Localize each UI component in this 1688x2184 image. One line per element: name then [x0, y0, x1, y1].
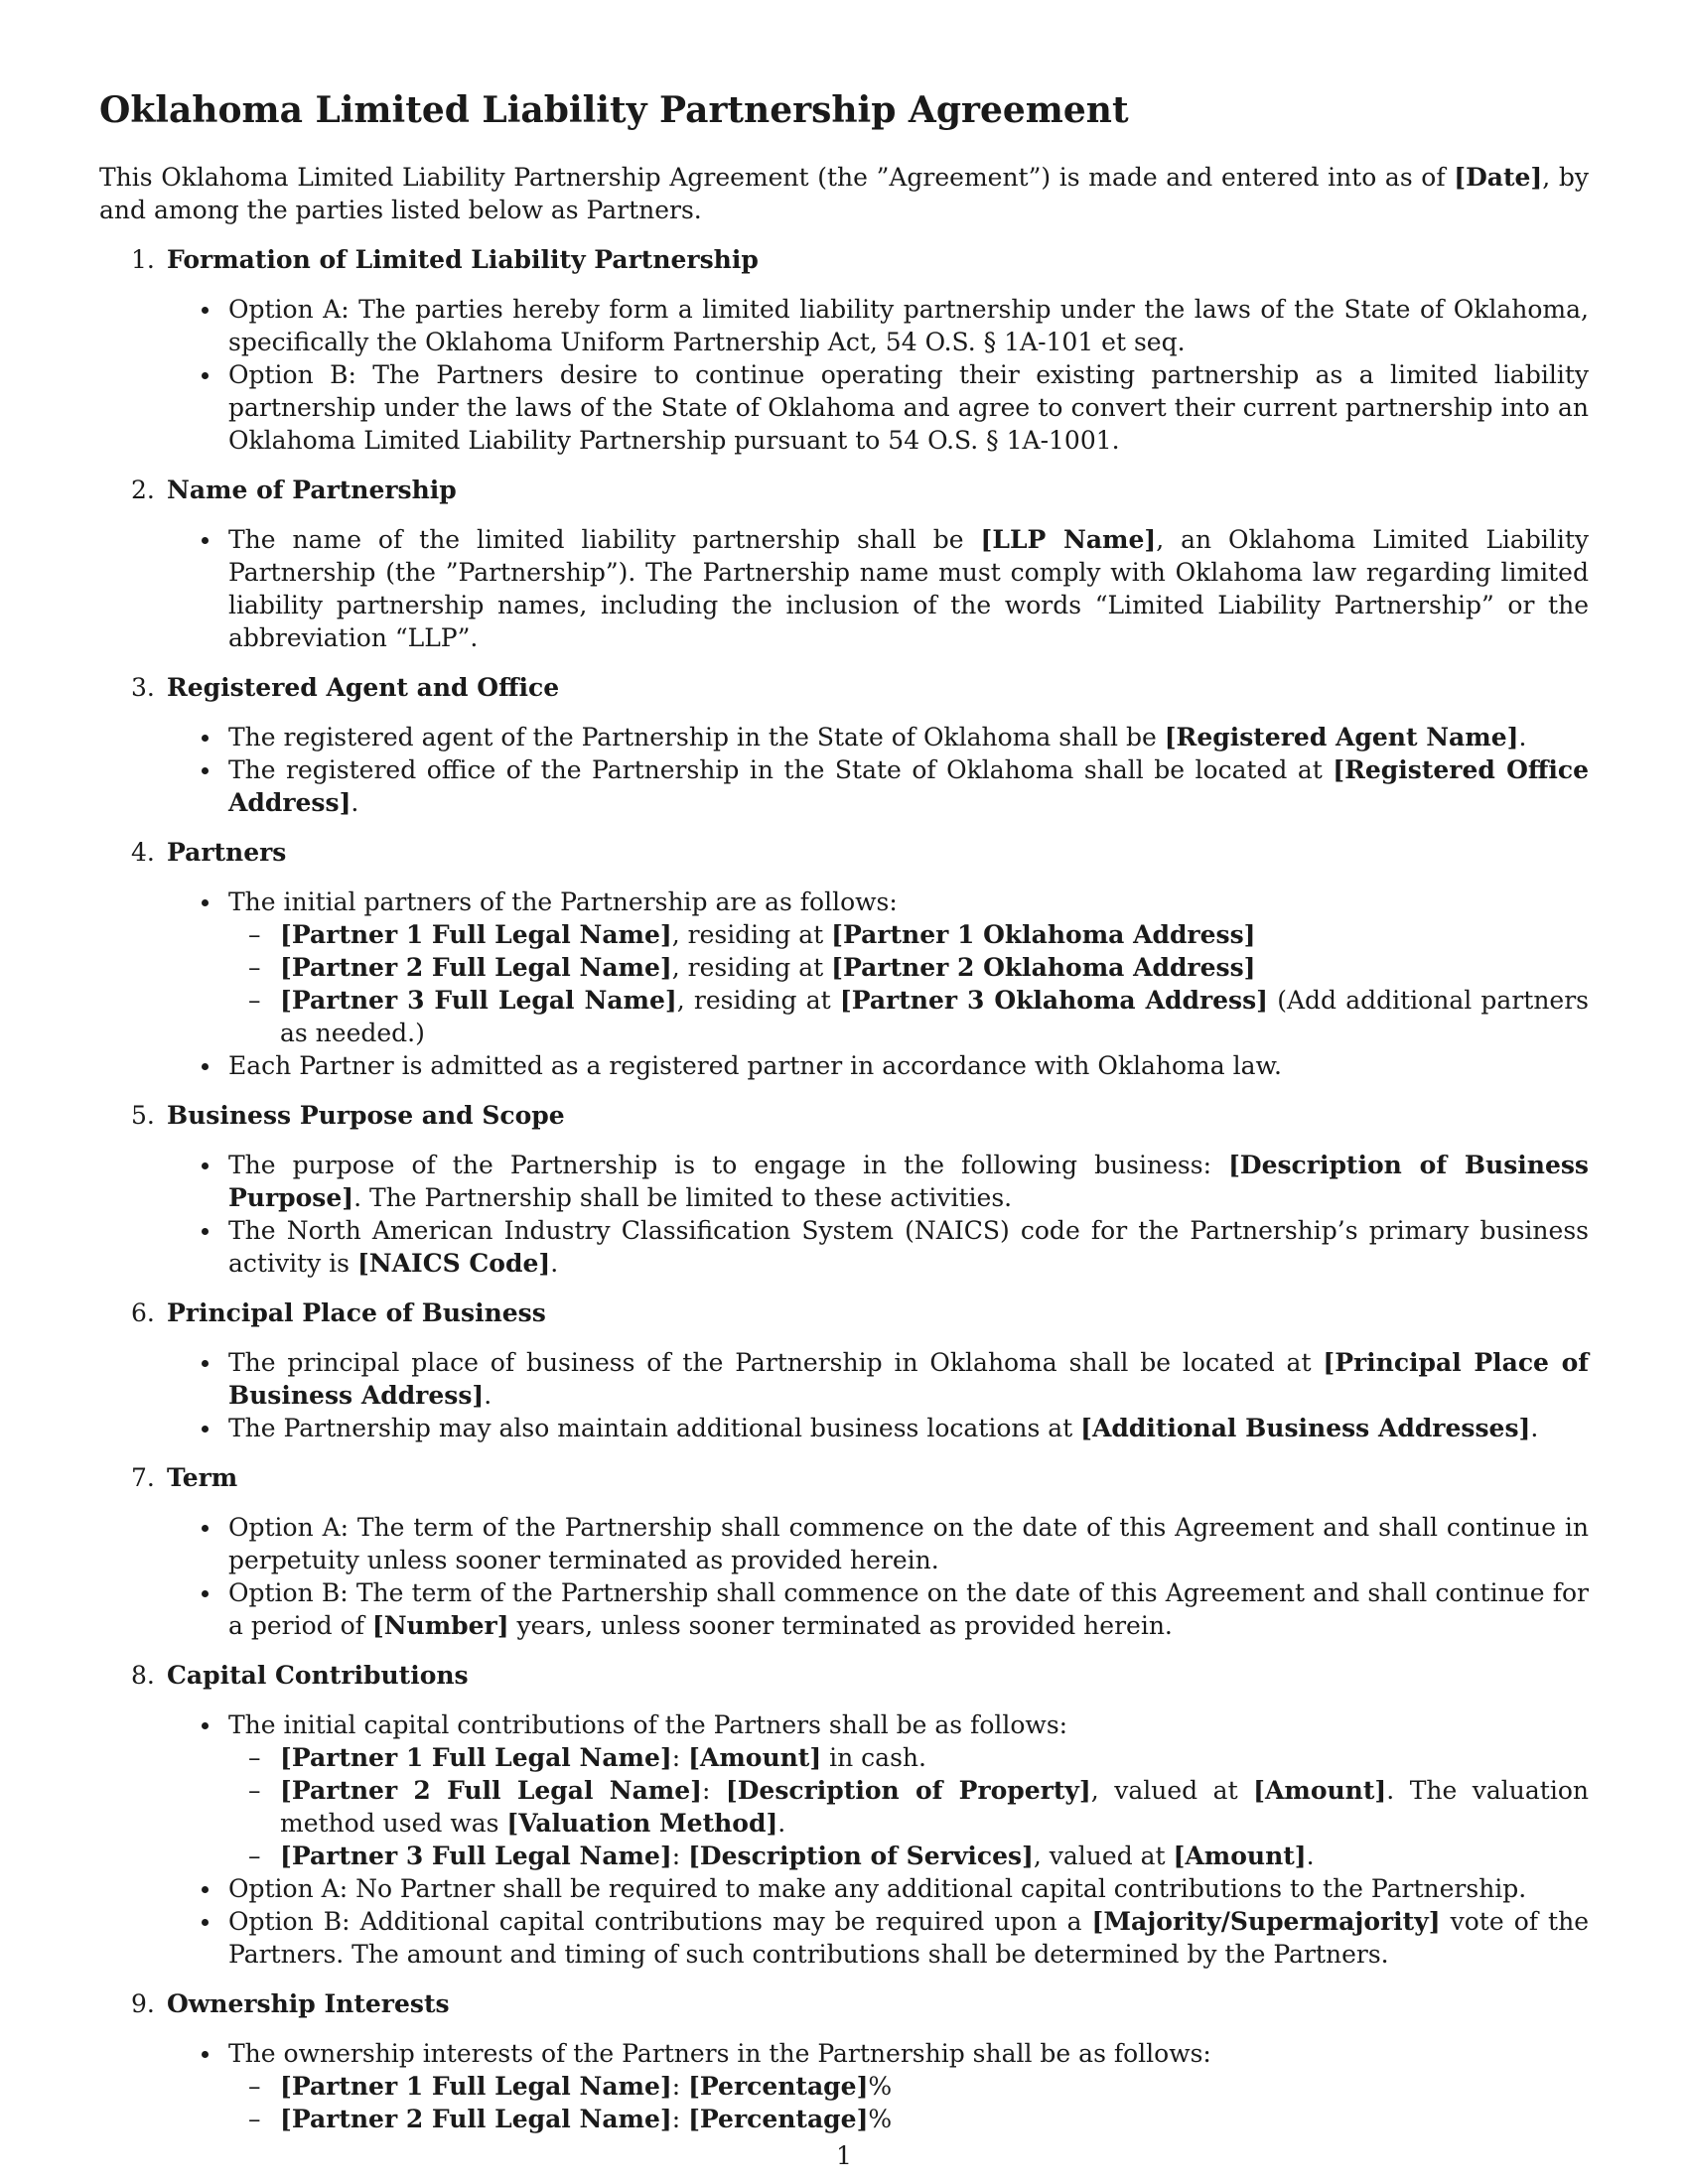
- bullet-icon: [202, 767, 209, 774]
- dash-icon: –: [248, 953, 261, 982]
- partner-address-field: [Partner 1 Oklahoma Address]: [831, 920, 1256, 949]
- property-field: [Description of Property]: [725, 1776, 1091, 1805]
- colon-text: :: [671, 1743, 689, 1772]
- llp-name-field: [LLP Name]: [980, 525, 1157, 554]
- sub-list-item: [99, 918, 1589, 951]
- intro-paragraph: [99, 161, 1589, 226]
- office-address-field: [Registered Office Address]: [228, 755, 1590, 817]
- sub-list-item: [99, 2103, 1589, 2135]
- list-item: [99, 1346, 1589, 1412]
- bullet-text-end: years, unless sooner terminated as provided herein.: [508, 1611, 1173, 1640]
- partner-address-field: [Partner 3 Oklahoma Address]: [839, 986, 1269, 1015]
- sub-text: , residing at: [671, 953, 832, 982]
- bullet-text-end: .: [1518, 723, 1527, 751]
- sub-text-end: in cash.: [821, 1743, 926, 1772]
- list-item: [99, 358, 1589, 457]
- sub-list-item: [99, 951, 1589, 984]
- sub-list-item: [99, 984, 1589, 1049]
- partner-name-field: [Partner 1 Full Legal Name]: [280, 2072, 672, 2101]
- section-capital-contributions: [99, 1659, 1589, 1971]
- sub-list-item: [99, 1774, 1589, 1840]
- bullet-icon: [202, 1360, 209, 1367]
- bullet-text-end: vote of the Partners. The amount and timing of such contributions shall be determined by the Partners.: [228, 1907, 1589, 1969]
- bullet-text-end: .: [351, 788, 359, 817]
- section-principal-place: [99, 1297, 1589, 1444]
- date-field: [Date]: [1454, 163, 1543, 192]
- bullet-text-end: .: [484, 1381, 492, 1410]
- partner-name-field: [Partner 2 Full Legal Name]: [280, 953, 672, 982]
- bullet-icon: [202, 537, 209, 544]
- sub-text: , residing at: [676, 986, 840, 1015]
- list-item: [99, 523, 1589, 654]
- dash-icon: –: [248, 920, 261, 949]
- dash-icon: –: [248, 2072, 261, 2101]
- valuation-method-field: [Valuation Method]: [506, 1809, 778, 1838]
- sub-text: , valued at: [1033, 1842, 1174, 1870]
- list-item: [99, 1872, 1589, 1905]
- sub-list-item: [99, 2070, 1589, 2103]
- bullet-text: The initial partners of the Partnership are as follows:: [228, 887, 898, 916]
- partner-address-field: [Partner 2 Oklahoma Address]: [831, 953, 1256, 982]
- term-years-field: [Number]: [371, 1611, 509, 1640]
- bullet-text-end: , an Oklahoma Limited Liability Partnership (the ”Partnership”). The Partnership name must comply with Oklahoma law regarding limited liability partnership names, including the inclusion of the words “Limited Liability Partnership” or the abbreviation “LLP”.: [228, 525, 1589, 652]
- bullet-icon: [202, 1228, 209, 1235]
- bullet-text: Option A: The parties hereby form a limited liability partnership under the laws of the State of Oklahoma, specifically the Oklahoma Uniform Partnership Act, 54 O.S. § 1A-101 et seq.: [228, 295, 1589, 356]
- sub-list-item: [99, 1840, 1589, 1872]
- list-item: [99, 293, 1589, 358]
- bullet-icon: [202, 1063, 209, 1070]
- bullet-icon: [202, 1426, 209, 1433]
- amount-field: [Amount]: [688, 1743, 822, 1772]
- bullet-icon: [202, 307, 209, 314]
- amount-field: [Amount]: [1253, 1776, 1387, 1805]
- bullet-text-end: .: [1530, 1414, 1539, 1442]
- section-heading: Term: [167, 1463, 238, 1492]
- percentage-field: [Percentage]: [688, 2072, 869, 2101]
- colon-text: :: [671, 2105, 689, 2133]
- list-item: [99, 1708, 1589, 1872]
- dash-icon: –: [248, 2105, 261, 2133]
- bullet-icon: [202, 1886, 209, 1893]
- bullet-icon: [202, 1590, 209, 1597]
- bullet-text: The registered agent of the Partnership in the State of Oklahoma shall be: [228, 723, 1165, 751]
- additional-addresses-field: [Additional Business Addresses]: [1080, 1414, 1531, 1442]
- bullet-icon: [202, 1722, 209, 1729]
- bullet-text: The initial capital contributions of the Partners shall be as follows:: [228, 1710, 1068, 1739]
- partner-name-field: [Partner 2 Full Legal Name]: [280, 2105, 672, 2133]
- dash-icon: –: [248, 986, 261, 1015]
- intro-text-end: , by and among the parties listed below as Partners.: [99, 163, 1589, 224]
- list-item: [99, 721, 1589, 753]
- section-heading: Name of Partnership: [167, 476, 457, 504]
- bullet-text: Option B: The term of the Partnership shall commence on the date of this Agreement and shall continue for a period of: [228, 1578, 1589, 1640]
- bullet-text: The registered office of the Partnership in the State of Oklahoma shall be located at: [228, 755, 1334, 784]
- bullet-icon: [202, 372, 209, 379]
- bullet-text-end: .: [550, 1249, 559, 1278]
- principal-address-field: [Principal Place of Business Address]: [228, 1348, 1589, 1410]
- business-purpose-field: [Description of Business Purpose]: [228, 1151, 1590, 1212]
- page-number: 1: [836, 2141, 852, 2170]
- section-number: 2.: [131, 476, 155, 504]
- bullet-icon: [202, 1162, 209, 1169]
- sub-text-end: .: [1306, 1842, 1315, 1870]
- services-field: [Description of Services]: [688, 1842, 1034, 1870]
- bullet-text: Each Partner is admitted as a registered partner in accordance with Oklahoma law.: [228, 1051, 1282, 1080]
- section-number: 9.: [131, 1989, 155, 2018]
- list-item: [99, 1214, 1589, 1280]
- dash-icon: –: [248, 1842, 261, 1870]
- percentage-field: [Percentage]: [688, 2105, 869, 2133]
- list-item: [99, 1576, 1589, 1642]
- bullet-icon: [202, 899, 209, 906]
- section-number: 7.: [131, 1463, 155, 1492]
- list-item: [99, 1905, 1589, 1971]
- list-item: [99, 1412, 1589, 1444]
- section-term: [99, 1461, 1589, 1642]
- partner-name-field: [Partner 1 Full Legal Name]: [280, 1743, 672, 1772]
- bullet-text-end: . The Partnership shall be limited to these activities.: [353, 1183, 1013, 1212]
- section-business-purpose: [99, 1099, 1589, 1280]
- bullet-text: The purpose of the Partnership is to engage in the following business:: [228, 1151, 1229, 1179]
- vote-type-field: [Majority/Supermajority]: [1091, 1907, 1441, 1936]
- sub-text-end: .: [777, 1809, 786, 1838]
- section-heading: Ownership Interests: [167, 1989, 450, 2018]
- section-list: [99, 243, 1589, 2152]
- section-number: 3.: [131, 673, 155, 702]
- section-heading: Capital Contributions: [167, 1661, 469, 1690]
- bullet-icon: [202, 1919, 209, 1926]
- partner-name-field: [Partner 3 Full Legal Name]: [280, 1842, 672, 1870]
- bullet-icon: [202, 1525, 209, 1532]
- colon-text: :: [671, 2072, 689, 2101]
- list-item: [99, 886, 1589, 1049]
- list-item: [99, 1049, 1589, 1082]
- section-number: 8.: [131, 1661, 155, 1690]
- list-item: [99, 2037, 1589, 2135]
- dash-icon: –: [248, 1743, 261, 1772]
- bullet-icon: [202, 735, 209, 742]
- section-number: 4.: [131, 838, 155, 867]
- section-heading: Partners: [167, 838, 287, 867]
- naics-code-field: [NAICS Code]: [356, 1249, 551, 1278]
- section-heading: Registered Agent and Office: [167, 673, 560, 702]
- section-name: [99, 474, 1589, 654]
- section-partners: [99, 836, 1589, 1082]
- bullet-text: Option B: Additional capital contributions may be required upon a: [228, 1907, 1092, 1936]
- bullet-text: The North American Industry Classification System (NAICS) code for the Partnership’s primary business activity is: [228, 1216, 1589, 1278]
- bullet-text: The principal place of business of the Partnership in Oklahoma shall be located at: [228, 1348, 1324, 1377]
- partner-name-field: [Partner 2 Full Legal Name]: [280, 1776, 702, 1805]
- section-heading: Business Purpose and Scope: [167, 1101, 565, 1130]
- colon-text: :: [701, 1776, 726, 1805]
- sub-text: , valued at: [1090, 1776, 1254, 1805]
- section-heading: Principal Place of Business: [167, 1298, 546, 1327]
- list-item: [99, 753, 1589, 819]
- bullet-text: The name of the limited liability partnership shall be: [228, 525, 981, 554]
- bullet-text: Option A: The term of the Partnership shall commence on the date of this Agreement and shall continue in perpetuity unless sooner terminated as provided herein.: [228, 1513, 1589, 1574]
- percent-sign: %: [868, 2072, 893, 2101]
- sub-text: . The valuation method used was: [280, 1776, 1590, 1838]
- section-number: 6.: [131, 1298, 155, 1327]
- list-item: [99, 1511, 1589, 1576]
- sub-text: , residing at: [671, 920, 832, 949]
- section-heading: Formation of Limited Liability Partnership: [167, 245, 759, 274]
- section-formation: [99, 243, 1589, 457]
- bullet-text: Option A: No Partner shall be required to make any additional capital contributions to the Partnership.: [228, 1874, 1527, 1903]
- bullet-text: The ownership interests of the Partners in the Partnership shall be as follows:: [228, 2039, 1211, 2068]
- percent-sign: %: [868, 2105, 893, 2133]
- bullet-icon: [202, 2051, 209, 2058]
- section-number: 1.: [131, 245, 155, 274]
- partner-name-field: [Partner 1 Full Legal Name]: [280, 920, 672, 949]
- sub-list-item: [99, 1741, 1589, 1774]
- intro-text: This Oklahoma Limited Liability Partnership Agreement (the ”Agreement”) is made and entered into as of: [99, 163, 1455, 192]
- sub-text-end: (Add additional partners as needed.): [280, 986, 1590, 1047]
- section-registered-agent: [99, 671, 1589, 819]
- colon-text: :: [671, 1842, 689, 1870]
- bullet-text: Option B: The Partners desire to continue operating their existing partnership as a limited liability partnership under the laws of the State of Oklahoma and agree to convert their current partnership into an Oklahoma Limited Liability Partnership pursuant to 54 O.S. § 1A-1001.: [228, 360, 1589, 455]
- document-title: Oklahoma Limited Liability Partnership Agreement: [99, 89, 1129, 131]
- amount-field: [Amount]: [1173, 1842, 1307, 1870]
- agent-name-field: [Registered Agent Name]: [1164, 723, 1519, 751]
- bullet-text: The Partnership may also maintain additional business locations at: [228, 1414, 1081, 1442]
- section-number: 5.: [131, 1101, 155, 1130]
- dash-icon: –: [248, 1776, 261, 1805]
- list-item: [99, 1149, 1589, 1214]
- partner-name-field: [Partner 3 Full Legal Name]: [280, 986, 677, 1015]
- section-ownership-interests: [99, 1987, 1589, 2135]
